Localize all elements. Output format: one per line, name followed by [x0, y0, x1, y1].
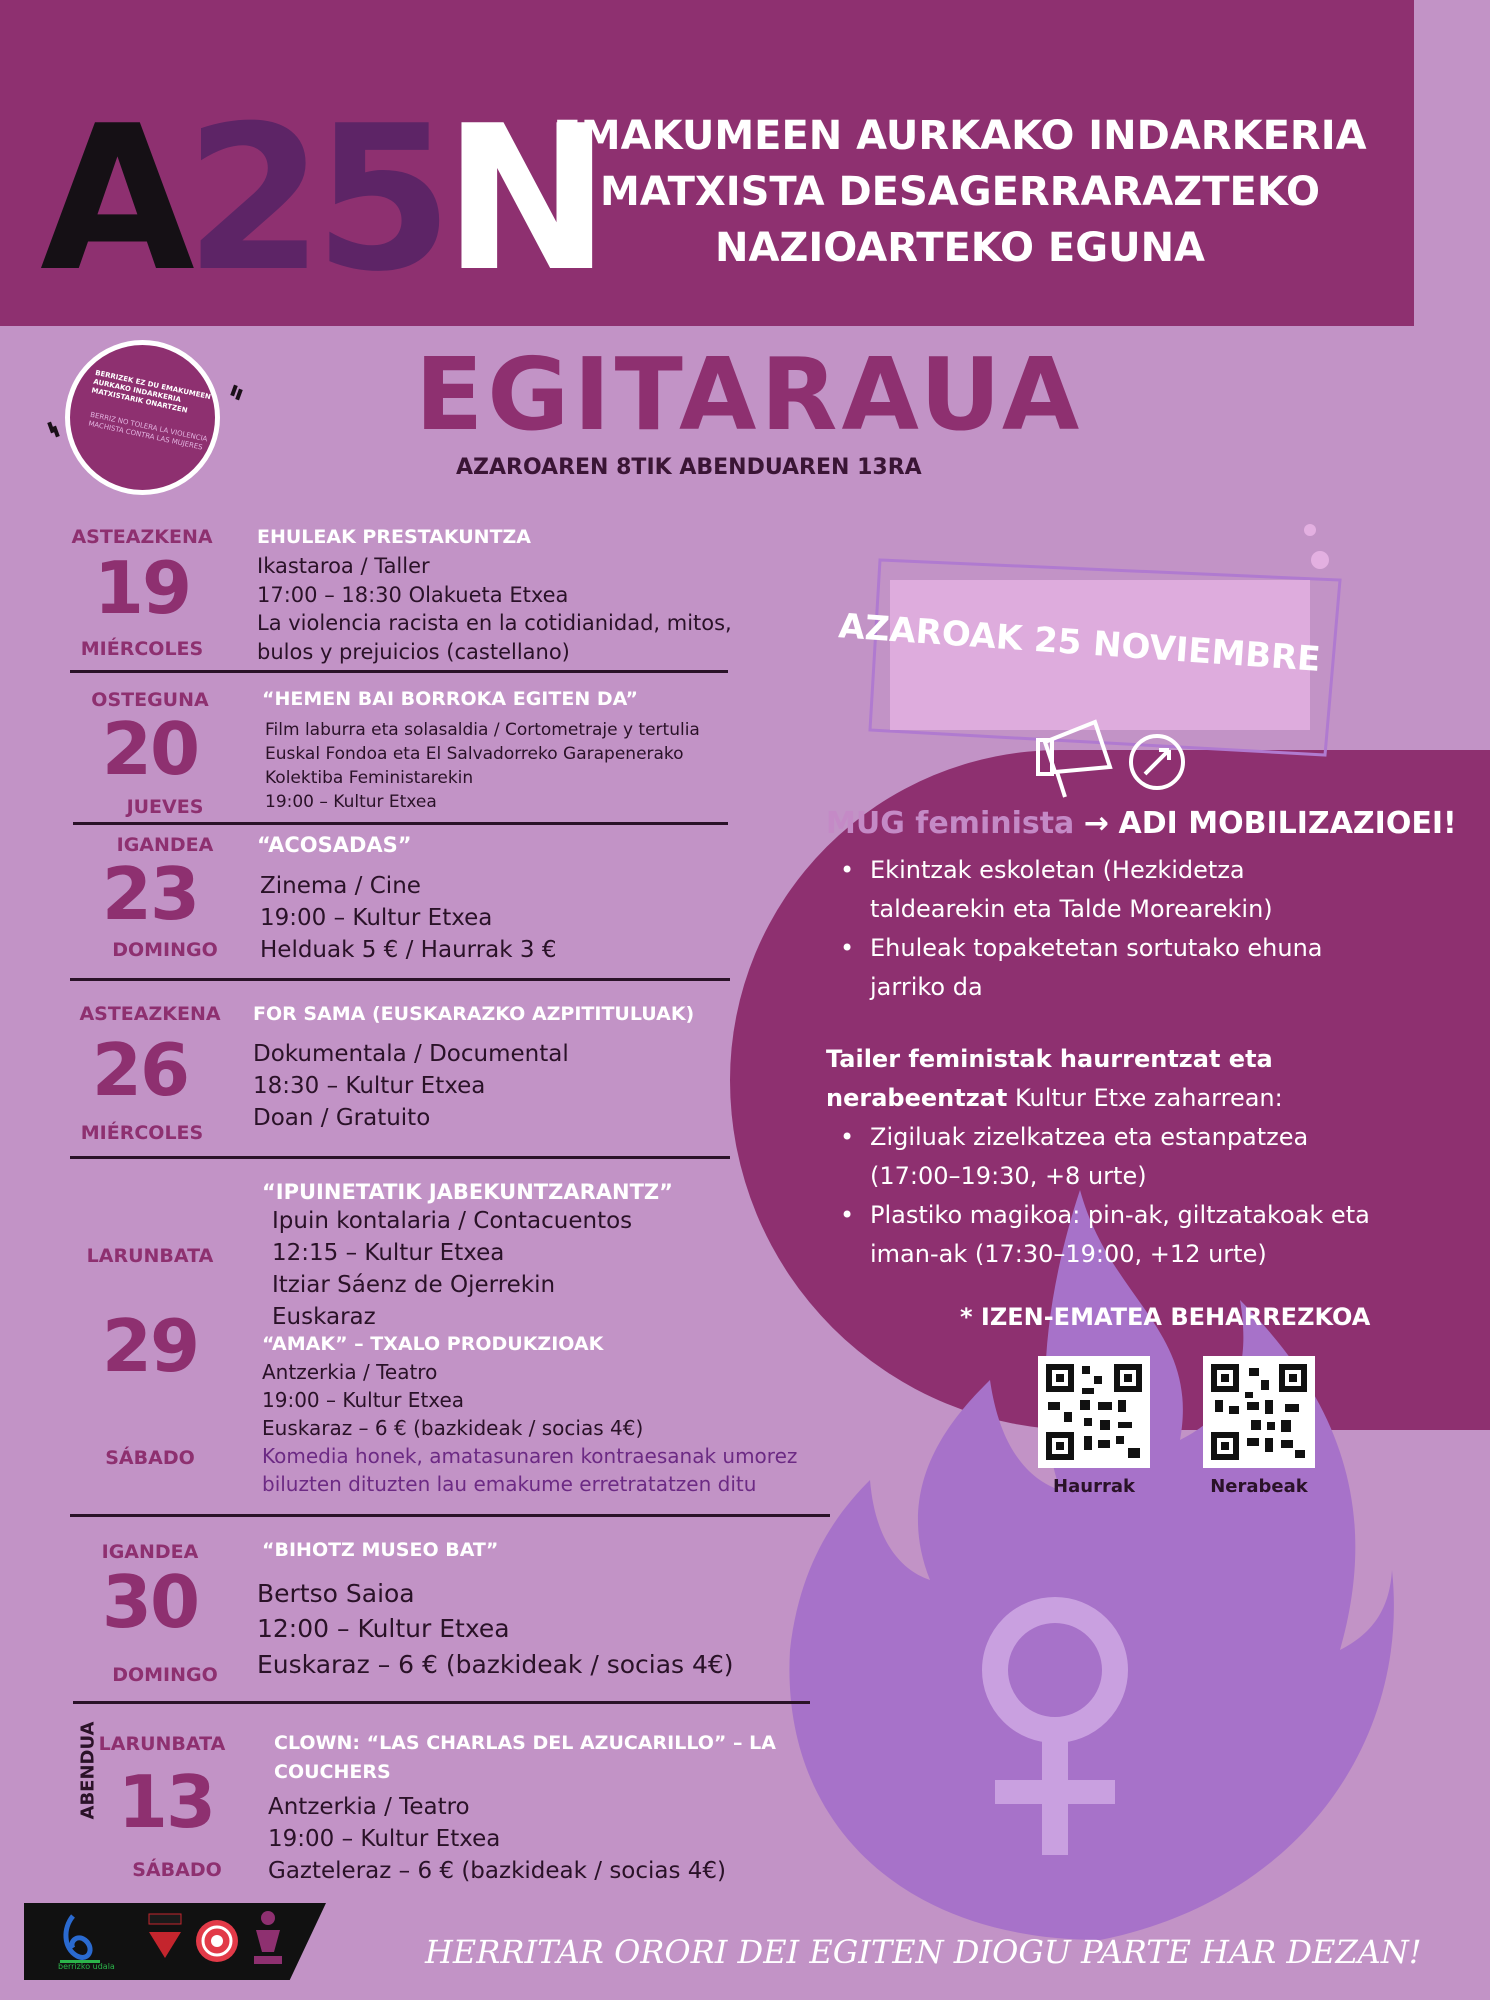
event-detail: Euskaraz – 6 € (bazkideak / socias 4€)	[257, 1650, 734, 1679]
event-separator	[70, 978, 730, 981]
call-to-action: HERRITAR ORORI DEI EGITEN DIOGU PARTE HAR DEZAN!	[425, 1933, 1422, 1971]
event-separator	[73, 822, 728, 825]
event-day-number: 29	[101, 1304, 199, 1388]
list-item: • Ekintzak eskoletan (Hezkidetza taldearekin eta Talde Morearekin)	[826, 851, 1366, 929]
event-detail: 17:00 – 18:30 Olakueta Etxea	[257, 583, 569, 607]
workshops-intro	[826, 1040, 1386, 1118]
event-detail: 12:00 – Kultur Etxea	[257, 1614, 510, 1643]
banner-dot	[1311, 551, 1329, 569]
event-day-es: MIÉRCOLES	[80, 638, 204, 660]
event-detail: 12:15 – Kultur Etxea	[272, 1240, 505, 1266]
program-title: EGITARAUA	[415, 336, 1084, 453]
event-day-eu: OSTEGUNA	[91, 689, 209, 711]
event-detail: Zinema / Cine	[260, 873, 421, 899]
program-subtitle: AZAROAREN 8TIK ABENDUAREN 13RA	[456, 455, 922, 480]
event-detail: 19:00 – Kultur Etxea	[260, 905, 493, 931]
venus-figure-logo-icon	[248, 1908, 288, 1968]
round-seal-logo-icon	[194, 1918, 240, 1964]
workshops-rest: Kultur Etxe zaharrean:	[1007, 1084, 1283, 1112]
qr-code-icon	[1038, 1356, 1150, 1468]
qr-code-nerabeak[interactable]	[1203, 1356, 1315, 1468]
event-title: “AMAK” – TXALO PRODUKZIOAK	[262, 1333, 604, 1355]
event-day-number: 30	[101, 1560, 199, 1644]
banner-dot	[1304, 524, 1316, 536]
event-separator	[70, 1514, 830, 1517]
event-detail: Antzerkia / Teatro	[262, 1360, 438, 1384]
seal-accent-mark	[52, 426, 60, 438]
event-detail: Euskaraz	[272, 1304, 376, 1330]
header-title	[520, 108, 1400, 276]
logo-letter-a: A	[40, 83, 185, 316]
event-title: “BIHOTZ MUSEO BAT”	[262, 1539, 499, 1561]
event-detail: Gazteleraz – 6 € (bazkideak / socias 4€)	[268, 1858, 727, 1884]
registration-note: * IZEN-EMATEA BEHARREZKOA	[960, 1303, 1371, 1331]
triangle-logo-icon	[145, 1912, 185, 1962]
event-title: EHULEAK PRESTAKUNTZA	[257, 526, 532, 548]
qr-code-icon	[1203, 1356, 1315, 1468]
flame-venus-illustration	[780, 1180, 1400, 1960]
event-detail: Kolektiba Feministarekin	[265, 768, 474, 788]
event-detail: Euskal Fondoa eta El Salvadorreko Garapenerako	[265, 744, 684, 764]
event-day-es: MIÉRCOLES	[80, 1122, 204, 1144]
event-title: “HEMEN BAI BORROKA EGITEN DA”	[262, 688, 639, 710]
month-label: ABENDUA	[77, 1721, 99, 1820]
campaign-seal	[65, 340, 220, 495]
mug-label: MUG feminista	[826, 806, 1075, 841]
event-title: CLOWN: “LAS CHARLAS DEL AZUCARILLO” – LA	[274, 1732, 776, 1754]
arrow-icon: →	[1083, 806, 1109, 841]
event-detail: Ikastaroa / Taller	[257, 554, 430, 578]
event-day-es: SÁBADO	[105, 1447, 195, 1469]
event-day-eu: LARUNBATA	[98, 1733, 226, 1755]
event-detail: Antzerkia / Teatro	[268, 1794, 470, 1820]
event-detail: 19:00 – Kultur Etxea	[262, 1388, 465, 1412]
event-title: COUCHERS	[274, 1761, 391, 1783]
event-description: Komedia honek, amatasunaren kontraesanak umorez	[262, 1444, 798, 1468]
event-title: FOR SAMA (EUSKARAZKO AZPITITULUAK)	[253, 1003, 695, 1025]
event-detail: Ipuin kontalaria / Contacuentos	[272, 1208, 633, 1234]
header-title-line: EMAKUMEEN AURKAKO INDARKERIA	[553, 113, 1367, 159]
event-detail: Helduak 5 € / Haurrak 3 €	[260, 937, 557, 963]
event-separator	[70, 1156, 730, 1159]
header-title-line: MATXISTA DESAGERRARAZTEKO	[599, 169, 1321, 215]
event-day-number: 23	[101, 852, 199, 936]
qr-code-haurrak[interactable]	[1038, 1356, 1150, 1468]
event-detail: bulos y prejuicios (castellano)	[257, 640, 570, 664]
event-detail: 19:00 – Kultur Etxea	[265, 792, 437, 812]
event-day-number: 19	[93, 546, 191, 630]
event-detail: Doan / Gratuito	[253, 1105, 431, 1131]
date-banner-text: AZAROAK 25 NOVIEMBRE	[837, 606, 1322, 680]
event-day-eu: IGANDEA	[101, 1541, 199, 1563]
venus-cross	[995, 1780, 1115, 1804]
logo-number: 25	[184, 83, 444, 316]
sponsor-text: berrizko udala	[58, 1962, 115, 1971]
event-title: “IPUINETATIK JABEKUNTZARANTZ”	[262, 1180, 673, 1204]
event-detail: Euskaraz – 6 € (bazkideak / socias 4€)	[262, 1416, 644, 1440]
event-day-es: DOMINGO	[112, 939, 218, 961]
event-day-eu: ASTEAZKENA	[71, 526, 213, 548]
event-detail: Film laburra eta solasaldia / Cortometraje y tertulia	[265, 720, 700, 740]
event-day-number: 26	[91, 1028, 189, 1112]
list-item: • Ehuleak topaketetan sortutako ehuna jarriko da	[826, 929, 1366, 1007]
event-separator	[73, 1701, 810, 1704]
event-detail: Dokumentala / Documental	[253, 1041, 569, 1067]
logo-letter-n: N	[443, 83, 601, 316]
megaphone-icon	[1035, 712, 1195, 802]
event-day-number: 13	[117, 1760, 215, 1844]
seal-text-eu: BERRIZEK EZ DU EMAKUMEEN AURKAKO INDARKERIA MATXISTARIK ONARTZEN	[90, 368, 212, 415]
event-description: biluzten dituzten lau emakume erretratatzen ditu	[262, 1472, 757, 1496]
event-detail: La violencia racista en la cotidianidad, mitos,	[257, 611, 732, 635]
workshops-list	[826, 1118, 1386, 1274]
event-day-eu: LARUNBATA	[86, 1245, 214, 1267]
event-detail: Itziar Sáenz de Ojerrekin	[272, 1272, 556, 1298]
qr-label-haurrak: Haurrak	[1053, 1476, 1135, 1497]
qr-label-nerabeak: Nerabeak	[1210, 1476, 1308, 1497]
event-day-eu: ASTEAZKENA	[79, 1003, 221, 1025]
workshops-bold: Tailer feministak haurrentzat eta nerabeentzat	[826, 1045, 1273, 1112]
header-title-line: NAZIOARTEKO EGUNA	[714, 225, 1206, 271]
mug-cta: ADI MOBILIZAZIOEI!	[1118, 806, 1457, 841]
event-day-es: JUEVES	[126, 796, 204, 818]
list-item: • Plastiko magikoa: pin-ak, giltzatakoak eta iman-ak (17:30–19:00, +12 urte)	[826, 1196, 1386, 1274]
event-detail: Bertso Saioa	[257, 1579, 415, 1608]
event-separator	[70, 670, 728, 673]
event-day-eu: IGANDEA	[116, 834, 214, 856]
seal-accent-mark	[235, 389, 243, 401]
event-detail: 18:30 – Kultur Etxea	[253, 1073, 486, 1099]
header-band	[0, 0, 1414, 326]
list-item: • Zigiluak zizelkatzea eta estanpatzea (17:00–19:30, +8 urte)	[826, 1118, 1386, 1196]
seal-text-es: BERRIZ NO TOLERA LA VIOLENCIA MACHISTA CONTRA LAS MUJERES	[87, 410, 209, 452]
a25n-logo	[40, 83, 601, 316]
school-actions-list	[826, 851, 1366, 1007]
event-detail: 19:00 – Kultur Etxea	[268, 1826, 501, 1852]
event-day-es: SÁBADO	[132, 1859, 222, 1881]
event-day-es: DOMINGO	[112, 1664, 218, 1686]
event-day-number: 20	[101, 707, 199, 791]
mug-feminista-heading	[826, 806, 1457, 841]
event-title: “ACOSADAS”	[257, 833, 412, 857]
